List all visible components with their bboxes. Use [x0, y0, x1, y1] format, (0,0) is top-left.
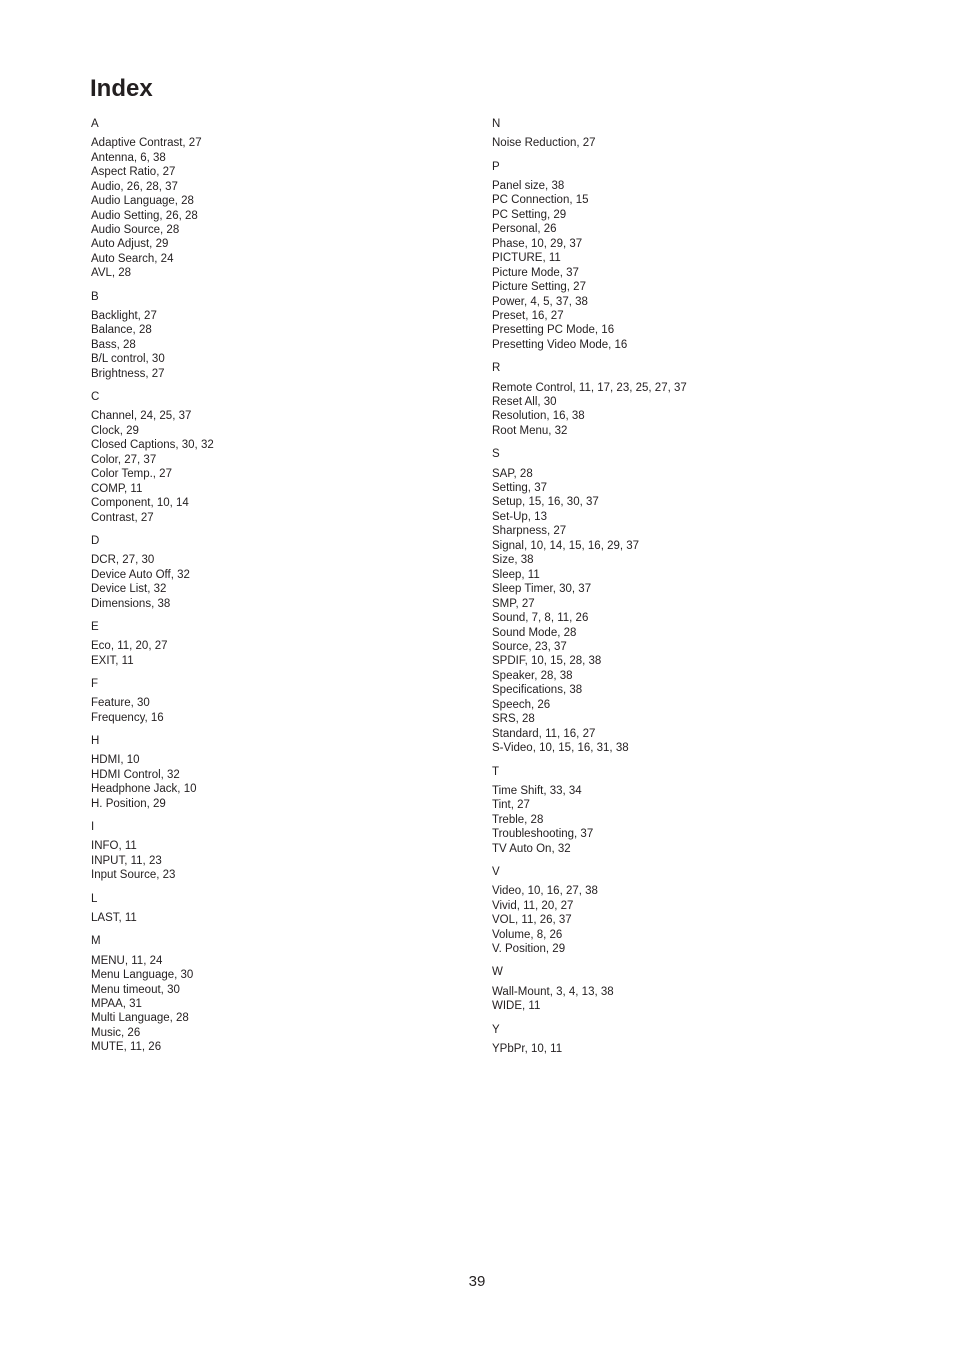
index-entry: VOL, 11, 26, 37 [492, 914, 572, 927]
index-section-f [91, 677, 471, 725]
index-entry: Sound Mode, 28 [492, 626, 577, 639]
index-section-b [91, 290, 471, 382]
index-entry: Video, 10, 16, 27, 38 [492, 885, 598, 898]
section-letter: E [91, 620, 99, 633]
index-entry: Contrast, 27 [91, 511, 154, 524]
index-entry: Bass, 28 [91, 338, 136, 351]
index-entry: YPbPr, 10, 11 [492, 1042, 563, 1055]
index-entry: Size, 38 [492, 554, 534, 567]
index-entry: Dimensions, 38 [91, 597, 171, 610]
index-entry: SAP, 28 [492, 467, 533, 480]
index-entry: Panel size, 38 [492, 179, 565, 192]
section-letter: A [91, 118, 99, 130]
index-section-a [91, 117, 471, 281]
index-section-m [91, 934, 471, 1054]
index-entry: Presetting Video Mode, 16 [492, 338, 628, 351]
section-letter: B [91, 290, 99, 303]
section-letter: R [492, 362, 501, 375]
index-entry: Input Source, 23 [91, 869, 176, 882]
index-entry: Signal, 10, 14, 15, 16, 29, 37 [492, 539, 640, 552]
index-section-w [492, 965, 872, 1013]
index-entry: S-Video, 10, 15, 16, 31, 38 [492, 742, 629, 755]
index-entry: Resolution, 16, 38 [492, 410, 585, 423]
index-entry: HDMI Control, 32 [91, 768, 180, 781]
index-entry: MENU, 11, 24 [91, 954, 163, 967]
index-entry: Source, 23, 37 [492, 641, 567, 653]
index-entry: Menu Language, 30 [91, 969, 194, 982]
index-entry: Picture Mode, 37 [492, 266, 579, 279]
section-letter: P [492, 160, 500, 173]
index-entry: Closed Captions, 30, 32 [91, 439, 214, 452]
index-entry: MUTE, 11, 26 [91, 1041, 162, 1054]
index-entry: Power, 4, 5, 37, 38 [492, 295, 588, 308]
index-column-right [492, 117, 872, 1065]
index-entry: Speech, 26 [492, 698, 551, 711]
index-entry: Music, 26 [91, 1026, 141, 1039]
index-entry: Audio, 26, 28, 37 [91, 180, 178, 193]
index-section-s [492, 447, 872, 755]
index-entry: Sharpness, 27 [492, 525, 567, 538]
index-entry: Antenna, 6, 38 [91, 151, 166, 164]
index-entry: Audio Setting, 26, 28 [91, 209, 198, 222]
index-entry: Color Temp., 27 [91, 468, 172, 481]
index-entry: Device List, 32 [91, 583, 167, 596]
index-entry: Adaptive Contrast, 27 [91, 137, 202, 150]
index-entry: Frequency, 16 [91, 711, 164, 724]
index-entry: Preset, 16, 27 [492, 310, 564, 323]
index-entry: Remote Control, 11, 17, 23, 25, 27, 37 [492, 381, 687, 394]
index-entry: INFO, 11 [91, 840, 137, 853]
index-entry: DCR, 27, 30 [91, 554, 155, 567]
index-entry: EXIT, 11 [91, 654, 134, 667]
index-entry: PICTURE, 11 [492, 252, 561, 265]
index-entry: AVL, 28 [91, 267, 132, 280]
index-entry: Auto Search, 24 [91, 252, 174, 265]
index-entry: PC Connection, 15 [492, 194, 589, 207]
index-entry: Root Menu, 32 [492, 424, 568, 437]
index-entry: Time Shift, 33, 34 [492, 784, 582, 797]
section-letter: F [91, 678, 99, 691]
index-entry: Wall-Mount, 3, 4, 13, 38 [492, 985, 614, 998]
section-letter: M [91, 935, 101, 948]
index-entry: Multi Language, 28 [91, 1012, 189, 1025]
index-section-d [91, 534, 471, 611]
section-letter: C [91, 391, 100, 404]
index-entry: Presetting PC Mode, 16 [492, 324, 615, 337]
index-entry: SMP, 27 [492, 597, 535, 610]
index-entry: SPDIF, 10, 15, 28, 38 [492, 655, 602, 668]
index-entry: Speaker, 28, 38 [492, 669, 573, 682]
index-entry: Headphone Jack, 10 [91, 783, 197, 796]
page-title: Index [90, 75, 153, 102]
index-entry: Volume, 8, 26 [492, 928, 563, 941]
section-letter: H [91, 735, 100, 748]
index-entry: Set-Up, 13 [492, 510, 547, 523]
index-entry: Reset All, 30 [492, 396, 557, 409]
index-entry: Channel, 24, 25, 37 [91, 410, 192, 423]
section-letter: Y [492, 1023, 500, 1036]
section-letter: W [492, 966, 503, 979]
section-letter: L [91, 892, 98, 905]
index-entry: Troubleshooting, 37 [492, 828, 594, 841]
index-entry: MPAA, 31 [91, 998, 142, 1011]
index-entry: Setting, 37 [492, 482, 547, 495]
index-entry: Treble, 28 [492, 813, 544, 826]
index-entry: Phase, 10, 29, 37 [492, 237, 583, 250]
index-section-i [91, 820, 471, 883]
index-section-v [492, 865, 872, 957]
section-letter: V [492, 865, 500, 878]
index-entry: Backlight, 27 [91, 310, 157, 323]
index-entry: Audio Language, 28 [91, 195, 194, 208]
index-entry: Noise Reduction, 27 [492, 137, 596, 150]
section-letter: T [492, 765, 500, 778]
index-entry: INPUT, 11, 23 [91, 854, 162, 867]
index-entry: H. Position, 29 [91, 797, 166, 810]
index-entry: PC Setting, 29 [492, 208, 567, 221]
index-section-r [492, 361, 872, 438]
index-entry: Sleep, 11 [492, 568, 540, 581]
index-entry: Balance, 28 [91, 324, 152, 337]
index-entry: COMP, 11 [91, 482, 143, 495]
index-section-y [492, 1023, 872, 1057]
index-entry: Device Auto Off, 32 [91, 568, 190, 581]
index-entry: Picture Setting, 27 [492, 281, 586, 294]
index-entry: Setup, 15, 16, 30, 37 [492, 496, 599, 509]
section-letter: D [91, 534, 100, 547]
index-section-e [91, 620, 471, 668]
index-section-l [91, 892, 471, 926]
index-section-t [492, 765, 872, 857]
section-letter: S [492, 448, 500, 461]
index-entry: Brightness, 27 [91, 367, 165, 380]
index-entry: B/L control, 30 [91, 353, 165, 366]
index-section-n [492, 117, 872, 151]
index-entry: LAST, 11 [91, 912, 137, 925]
index-entry: Clock, 29 [91, 424, 139, 437]
index-entry: Specifications, 38 [492, 684, 583, 697]
index-entry: Audio Source, 28 [91, 224, 180, 237]
index-entry: Sound, 7, 8, 11, 26 [492, 612, 589, 625]
index-section-h [91, 734, 471, 811]
index-entry: Vivid, 11, 20, 27 [492, 899, 574, 912]
index-section-c [91, 390, 471, 525]
index-entry: Auto Adjust, 29 [91, 238, 169, 251]
index-entry: Eco, 11, 20, 27 [91, 640, 168, 653]
page-number: 39 [468, 1273, 486, 1290]
index-entry: Feature, 30 [91, 697, 150, 710]
index-entry: Color, 27, 37 [91, 453, 157, 466]
section-letter: I [91, 821, 95, 834]
index-entry: Component, 10, 14 [91, 497, 189, 510]
index-entry: V. Position, 29 [492, 943, 566, 956]
section-letter: N [492, 118, 501, 130]
index-entry: SRS, 28 [492, 713, 535, 726]
index-section-p [492, 160, 872, 353]
index-entry: Menu timeout, 30 [91, 983, 180, 996]
index-entry: Standard, 11, 16, 27 [492, 727, 596, 740]
index-entry: Sleep Timer, 30, 37 [492, 583, 592, 596]
index-entry: Personal, 26 [492, 223, 557, 236]
index-entry: TV Auto On, 32 [492, 842, 571, 855]
index-entry: WIDE, 11 [492, 1000, 541, 1013]
index-entry: Aspect Ratio, 27 [91, 166, 176, 179]
index-column-left [91, 117, 471, 1064]
index-entry: Tint, 27 [492, 799, 530, 812]
index-entry: HDMI, 10 [91, 754, 140, 767]
